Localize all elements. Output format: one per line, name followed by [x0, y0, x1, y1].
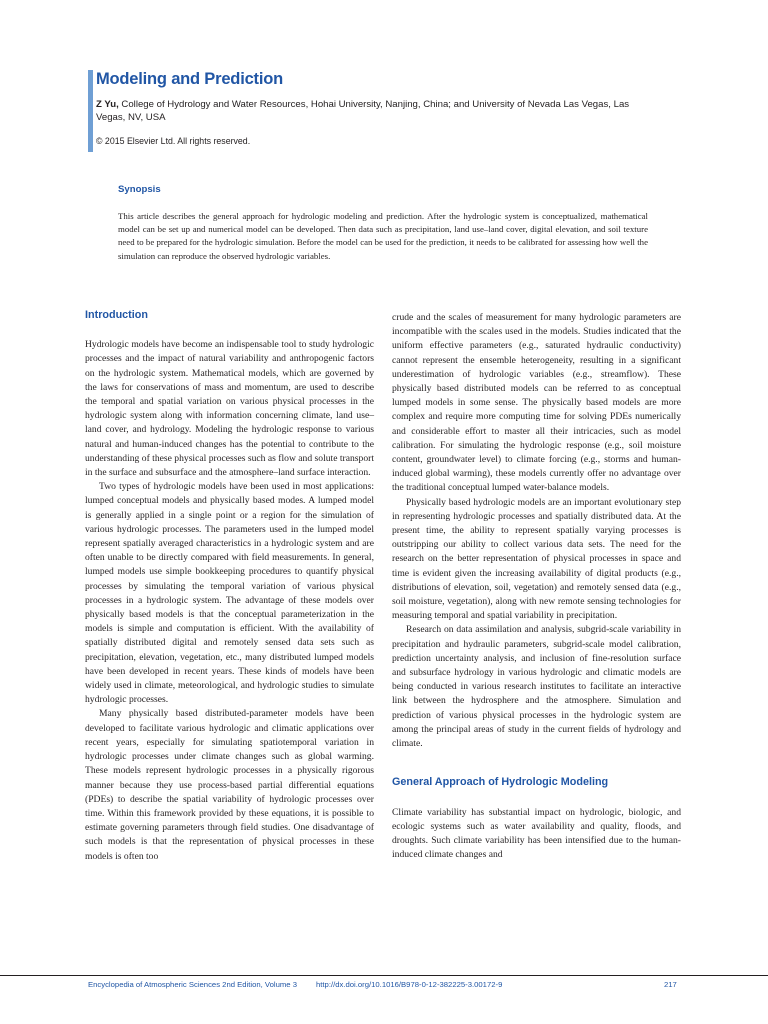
intro-paragraph-5: Research on data assimilation and analysis, subgrid-scale variability in precipitation and hydraulic parameters, subgrid-scale model calibration, prediction uncertainty analysis, and inclusion of fine-resolution surface and subsurface hydrology in various hydrologic and climatic models are being conducted in various research institutes to facilitate an interactive link between the hydrosphere and the atmosphere. Simulation and prediction of various physical processes in the hydrologic system are among the principal areas of study in the current fields of hydrology and climate.: [392, 624, 681, 750]
intro-paragraph-2: Two types of hydrologic models have been used in most applications: lumped conceptual models and physically based modes. A lumped model is generally applied in a single point or a region for the simulation of various hydrologic processes. The parameters used in the lumped model represent spatially averaged characteristics in a hydrologic system and are often unable to be directly compared with field measurements. In general, lumped models use simple bookkeeping procedures to quantify physical processes by simulating the temporal variation of various physical processes in a hydrologic system. The advantage of these models over physically based models is that the conceptual parameterization in the models is simple and computation is efficient. With the availability of spatially distributed digital and remotely sensed data sets such as precipitation, elevation, vegetation, etc., many distributed lumped models have been developed in recent years. These kinds of models have been widely used in climate, meteorological, and hydrologic studies to simulate hydrologic processes.: [85, 481, 374, 706]
intro-paragraph-3: Many physically based distributed-parameter models have been developed to facilitate various hydrologic and climatic applications over recent years, especially for simulating spatiotemporal variation in hydrologic processes under climate changes such as global warming. These models represent hydrologic processes in a physically rigorous manner because they use process-based partial differential equations (PDEs) to describe the spatial variability of hydrologic processes over time. Within this framework provided by these equations, it is possible to estimate governing parameters through field studies. One disadvantage of such models is that the representation of physical processes in these models is often too: [85, 708, 374, 862]
intro-paragraph-3-continued: crude and the scales of measurement for many hydrologic parameters are incompatible with the scales used in the models. Studies indicated that the uniform effective parameters (e.g., saturated hydraulic conductivity) cannot represent the ensemble heterogeneity, resulting in a significant underestimation of hydrologic variables (e.g., streamflow). These physically based distributed models can be referred to as conceptual lumped models in some sense. The physically based models are more complex and require more computing time for solving PDEs numerically and considerable effort to master all their intricacies, such as model calibration. For simulating the hydrologic response (e.g., soil moisture content, groundwater level) to climate forcing (e.g., storms and human-induced global warming), these models currently offer no advantage over the traditional conceptual lumped water-balance models.: [392, 312, 681, 494]
synopsis-text: This article describes the general approach for hydrologic modeling and prediction. After the hydrologic system is conceptualized, mathematical model can be set up and numerical model can be developed. Then data such as precipitation, land use–land cover, digital elevation, and soil texture need to be prepared for the hydrologic simulation. Before the model can be used for the prediction, it needs to be calibrated for assessing how well the simulation can reproduce the observed hydrologic variables.: [118, 211, 648, 261]
intro-paragraph-4: Physically based hydrologic models are an important evolutionary step in representing hydrologic processes and spatially distributed data. At the present time, the ability to represent spatially varying processes is outstripping our ability to collect various data sets. The need for the research on the better representation of physical processes in space and time is evident given the increasing availability of digital products (e.g., distributions of elevation, soil, vegetation) and remotely sensed data (e.g., soil moisture, vegetation), along with new remote sensing technologies for measuring temporal and spatial variability in precipitation.: [392, 496, 681, 622]
footer-source: Encyclopedia of Atmospheric Sciences 2nd Edition, Volume 3: [88, 980, 297, 989]
footer-rule: [0, 975, 768, 976]
right-column: [392, 311, 681, 862]
author-affiliation: College of Hydrology and Water Resources, Hohai University, Nanjing, China; and University of Nevada Las Vegas, Las Vegas, NV, USA: [96, 99, 630, 123]
footer-doi-link[interactable]: http://dx.doi.org/10.1016/B978-0-12-382225-3.00172-9: [316, 980, 503, 989]
general-approach-heading: General Approach of Hydrologic Modeling: [392, 776, 609, 789]
author-name: Z Yu,: [96, 99, 119, 110]
author-line: [96, 98, 656, 124]
header-accent-bar: [88, 70, 93, 152]
general-approach-paragraph-1: Climate variability has substantial impact on hydrologic, biologic, and ecologic systems such as water availability and quality, floods, and droughts. Such climate variability has been intensified due to the human-induced climate changes and: [392, 806, 681, 861]
copyright-notice: © 2015 Elsevier Ltd. All rights reserved.: [96, 136, 251, 146]
page-number: 217: [664, 980, 677, 989]
article-title: Modeling and Prediction: [96, 70, 283, 88]
left-column: [85, 308, 374, 864]
synopsis-heading: Synopsis: [118, 184, 161, 195]
intro-paragraph-1: Hydrologic models have become an indispensable tool to study hydrologic processes and the impact of natural variability and anthropogenic factors on the hydrologic system. Mathematical models, which are governed by the laws for conservations of mass and momentum, are used to describe the temporal and spatial variation on various physical processes in the hydrologic system along with information concerning climate, land use–land cover, and hydrology. Modeling the hydrologic response to various natural and human-induced changes has the potential to contribute to the understanding of these physical processes such as flow and solute transport in the surface and subsurface and the atmosphere–land surface interaction.: [85, 339, 374, 479]
introduction-heading: Introduction: [85, 309, 148, 321]
